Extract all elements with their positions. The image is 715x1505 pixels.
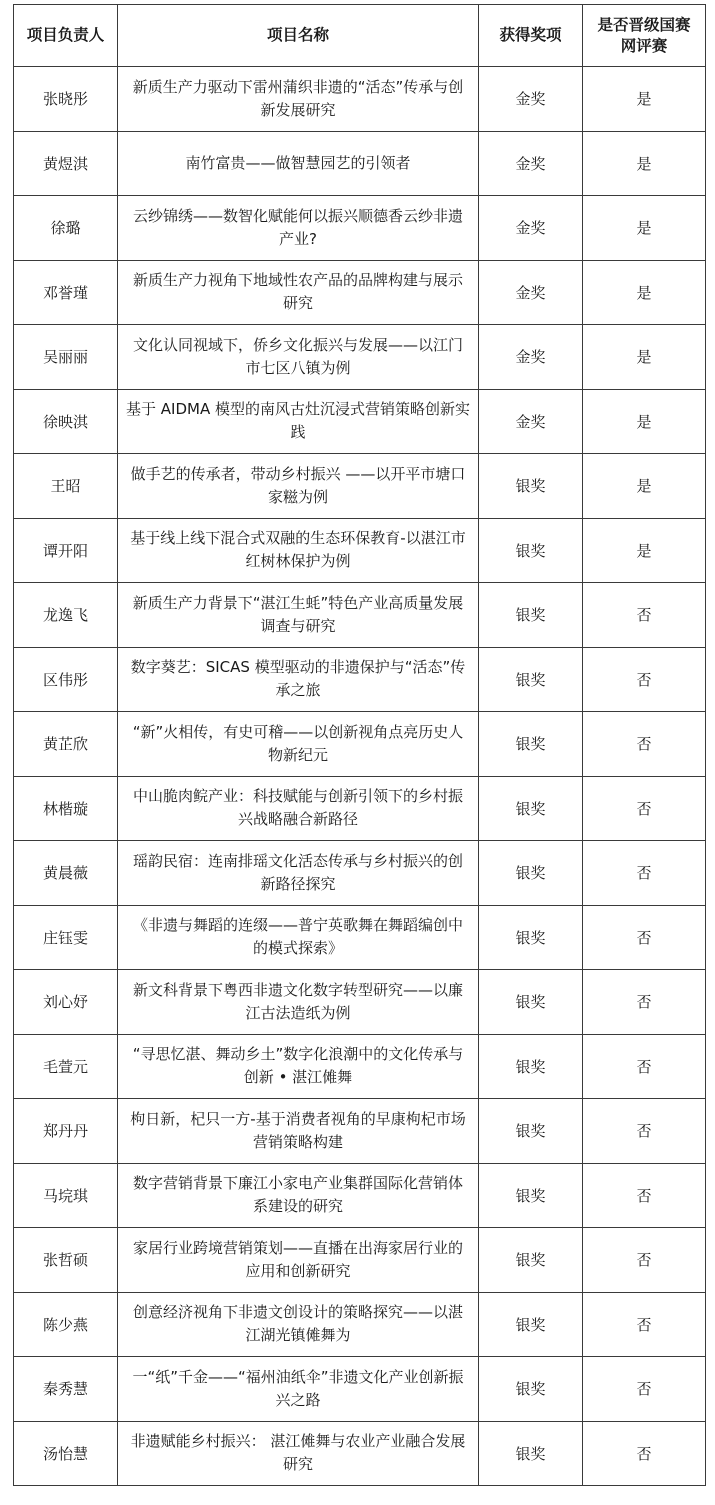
table-row [14,518,706,583]
cell-project-name: “寻思忆湛、舞动乡土”数字化浪潮中的文化传承与创新 • 湛江傩舞 [118,1034,479,1099]
cell-project-name: 新质生产力视角下地域性农产品的品牌构建与展示研究 [118,260,479,325]
table-row [14,1228,706,1293]
cell-award: 银奖 [479,776,583,841]
cell-project-name: 瑶韵民宿：连南排瑶文化活态传承与乡村振兴的创新路径探究 [118,841,479,906]
cell-project-name: 创意经济视角下非遗文创设计的策略探究——以湛江湖光镇傩舞为 [118,1292,479,1357]
header-leader: 项目负责人 [14,5,118,67]
cell-project-name: 数字营销背景下廉江小家电产业集群国际化营销体系建设的研究 [118,1163,479,1228]
cell-award: 银奖 [479,970,583,1035]
cell-advanced: 否 [583,583,706,648]
cell-project-name: 基于 AIDMA 模型的南风古灶沉浸式营销策略创新实践 [118,389,479,454]
cell-leader: 张晓彤 [14,67,118,132]
cell-project-name: 文化认同视域下，侨乡文化振兴与发展——以江门市七区八镇为例 [118,325,479,390]
header-advanced: 是否晋级国赛网评赛 [583,5,706,67]
cell-advanced: 否 [583,1421,706,1486]
table-row [14,67,706,132]
cell-advanced: 是 [583,196,706,261]
cell-project-name: 数字葵艺：SICAS 模型驱动的非遗保护与“活态”传承之旅 [118,647,479,712]
cell-advanced: 否 [583,1228,706,1293]
cell-advanced: 是 [583,260,706,325]
cell-advanced: 否 [583,1292,706,1357]
cell-award: 金奖 [479,260,583,325]
cell-advanced: 是 [583,518,706,583]
table-row [14,905,706,970]
cell-award: 金奖 [479,389,583,454]
cell-leader: 吴丽丽 [14,325,118,390]
cell-leader: 谭开阳 [14,518,118,583]
cell-project-name: 基于线上线下混合式双融的生态环保教育-以湛江市红树林保护为例 [118,518,479,583]
cell-project-name: 非遗赋能乡村振兴： 湛江傩舞与农业产业融合发展研究 [118,1421,479,1486]
cell-project-name: 南竹富贵——做智慧园艺的引领者 [118,131,479,196]
table-row [14,325,706,390]
cell-advanced: 否 [583,647,706,712]
cell-advanced: 是 [583,131,706,196]
cell-award: 银奖 [479,712,583,777]
table-row [14,260,706,325]
cell-award: 银奖 [479,905,583,970]
cell-award: 银奖 [479,841,583,906]
cell-advanced: 否 [583,1357,706,1422]
cell-leader: 陈少燕 [14,1292,118,1357]
table-row [14,712,706,777]
cell-advanced: 是 [583,454,706,519]
cell-leader: 区伟彤 [14,647,118,712]
cell-leader: 徐璐 [14,196,118,261]
cell-leader: 刘心妤 [14,970,118,1035]
table-row [14,389,706,454]
table-row [14,1163,706,1228]
cell-leader: 黄煜淇 [14,131,118,196]
table-row [14,1421,706,1486]
table-row [14,583,706,648]
cell-award: 银奖 [479,1228,583,1293]
cell-award: 银奖 [479,518,583,583]
cell-advanced: 否 [583,970,706,1035]
cell-leader: 黄芷欣 [14,712,118,777]
cell-award: 银奖 [479,1357,583,1422]
cell-advanced: 否 [583,776,706,841]
cell-leader: 汤怡慧 [14,1421,118,1486]
cell-advanced: 是 [583,389,706,454]
table-row [14,454,706,519]
table-header-row [14,5,706,67]
awards-table [13,4,706,1486]
cell-leader: 林楷璇 [14,776,118,841]
cell-project-name: “新”火相传，有史可稽——以创新视角点亮历史人物新纪元 [118,712,479,777]
cell-project-name: 中山脆肉鲩产业：科技赋能与创新引领下的乡村振兴战略融合新路径 [118,776,479,841]
cell-leader: 秦秀慧 [14,1357,118,1422]
table-row [14,1292,706,1357]
cell-advanced: 否 [583,841,706,906]
cell-leader: 张哲硕 [14,1228,118,1293]
cell-award: 银奖 [479,647,583,712]
table-row [14,1357,706,1422]
table-row [14,841,706,906]
cell-project-name: 新质生产力背景下“湛江生蚝”特色产业高质量发展调查与研究 [118,583,479,648]
cell-advanced: 否 [583,712,706,777]
cell-leader: 邓誉瑾 [14,260,118,325]
cell-leader: 郑丹丹 [14,1099,118,1164]
cell-project-name: 家居行业跨境营销策划——直播在出海家居行业的应用和创新研究 [118,1228,479,1293]
cell-advanced: 是 [583,325,706,390]
header-award: 获得奖项 [479,5,583,67]
cell-award: 银奖 [479,1421,583,1486]
cell-award: 银奖 [479,583,583,648]
cell-leader: 徐映淇 [14,389,118,454]
cell-project-name: 新文科背景下粤西非遗文化数字转型研究——以廉江古法造纸为例 [118,970,479,1035]
cell-leader: 龙逸飞 [14,583,118,648]
table-row [14,1034,706,1099]
cell-award: 银奖 [479,454,583,519]
cell-project-name: 云纱锦绣——数智化赋能何以振兴顺德香云纱非遗产业? [118,196,479,261]
cell-advanced: 否 [583,1099,706,1164]
cell-leader: 毛萱元 [14,1034,118,1099]
cell-award: 金奖 [479,325,583,390]
table-row [14,776,706,841]
cell-project-name: 新质生产力驱动下雷州蒲织非遗的“活态”传承与创新发展研究 [118,67,479,132]
cell-advanced: 否 [583,1034,706,1099]
cell-advanced: 是 [583,67,706,132]
cell-leader: 黄晨薇 [14,841,118,906]
table-row [14,970,706,1035]
cell-project-name: 《非遗与舞蹈的连缀——普宁英歌舞在舞蹈编创中的模式探索》 [118,905,479,970]
cell-leader: 王昭 [14,454,118,519]
cell-award: 金奖 [479,131,583,196]
cell-award: 银奖 [479,1034,583,1099]
table-body [14,67,706,1486]
cell-leader: 马垸琪 [14,1163,118,1228]
cell-advanced: 否 [583,1163,706,1228]
cell-advanced: 否 [583,905,706,970]
cell-award: 金奖 [479,196,583,261]
table-row [14,131,706,196]
cell-leader: 庄钰雯 [14,905,118,970]
cell-award: 银奖 [479,1163,583,1228]
header-project-name: 项目名称 [118,5,479,67]
cell-project-name: 枸日新，杞只一方-基于消费者视角的早康枸杞市场营销策略构建 [118,1099,479,1164]
cell-award: 金奖 [479,67,583,132]
table-row [14,196,706,261]
cell-project-name: 一“纸”千金——“福州油纸伞”非遗文化产业创新振兴之路 [118,1357,479,1422]
table-row [14,647,706,712]
cell-award: 银奖 [479,1099,583,1164]
table-row [14,1099,706,1164]
cell-project-name: 做手艺的传承者，带动乡村振兴 ——以开平市塘口家糍为例 [118,454,479,519]
cell-award: 银奖 [479,1292,583,1357]
